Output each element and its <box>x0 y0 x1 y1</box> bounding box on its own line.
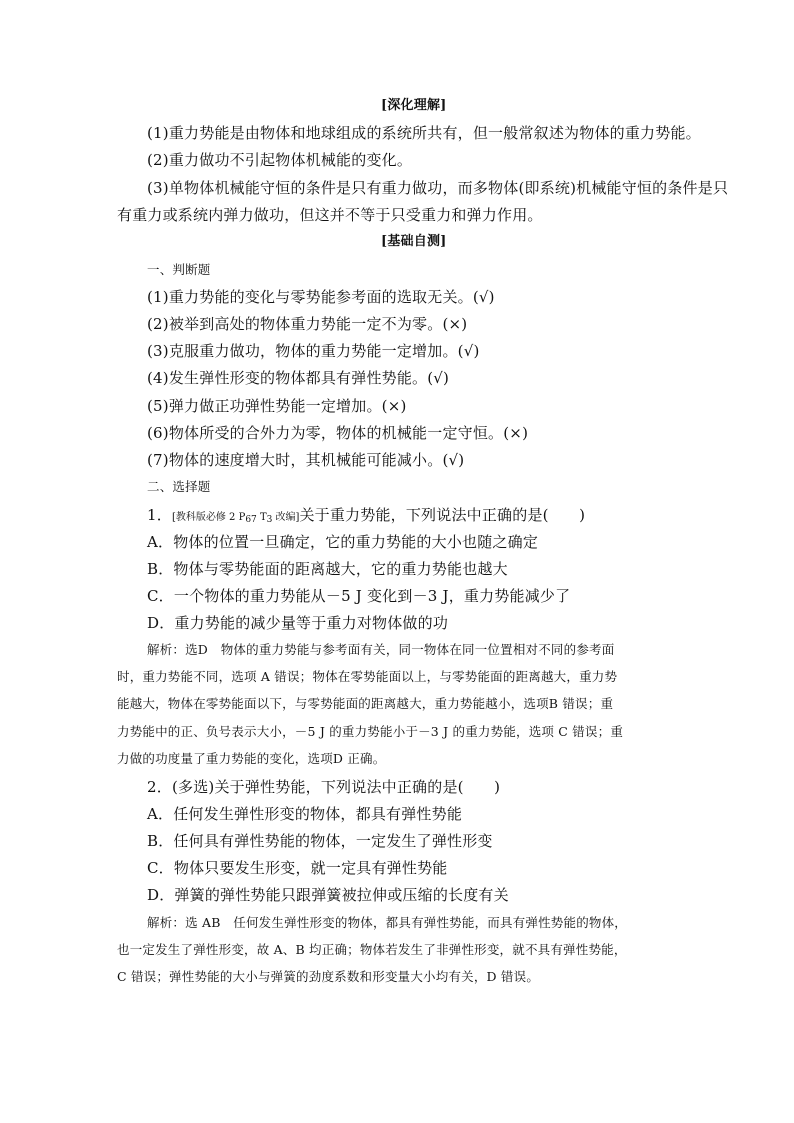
source-ref-mid: T <box>256 512 267 523</box>
paragraph-2: (2)重力做功不引起物体机械能的变化。 <box>147 151 413 169</box>
question-1-source-reference <box>172 512 300 523</box>
question-1-analysis-line-5: 力做的功度量了重力势能的变化，选项D 正确。 <box>117 751 386 766</box>
question-2-option-d: D．弹簧的弹性势能只跟弹簧被拉伸或压缩的长度有关 <box>147 886 509 904</box>
question-2-option-b: B．任何具有弹性势能的物体，一定发生了弹性形变 <box>147 832 493 850</box>
question-1-analysis-line-3: 能越大，物体在零势能面以下，与零势能面的距离越大，重力势能越小，选项B 错误；重 <box>117 696 614 711</box>
source-ref-suffix: 改编] <box>272 512 300 523</box>
judge-item-2: (2)被举到高处的物体重力势能一定不为零。(×) <box>147 315 468 333</box>
section-title-deep-understanding: [深化理解] <box>381 98 447 113</box>
question-2-option-a: A．任何发生弹性形变的物体，都具有弹性势能 <box>147 805 463 823</box>
question-1-analysis-line-2: 时，重力势能不同，选项 A 错误；物体在零势能面以上，与零势能面的距离越大，重力势 <box>117 669 618 684</box>
question-1-option-b: B．物体与零势能面的距离越大，它的重力势能也越大 <box>147 560 508 578</box>
question-1-stem-line <box>147 505 585 530</box>
section-title-basic-self-test: [基础自测] <box>381 234 447 249</box>
question-2-stem: 2．(多选)关于弹性势能，下列说法中正确的是( ) <box>147 778 501 796</box>
judge-item-5: (5)弹力做正功弹性势能一定增加。(×) <box>147 397 407 415</box>
judge-item-3: (3)克服重力做功，物体的重力势能一定增加。(√) <box>147 342 480 360</box>
question-1-option-a: A．物体的位置一旦确定，它的重力势能的大小也随之确定 <box>147 533 539 551</box>
question-1-number: 1． <box>147 506 172 524</box>
question-1-analysis-line-1: 解析：选D 物体的重力势能与参考面有关，同一物体在同一位置相对不同的参考面 <box>147 642 615 657</box>
question-2-option-c: C．物体只要发生形变，就一定具有弹性势能 <box>147 859 448 877</box>
paragraph-3-line-1: (3)单物体机械能守恒的条件是只有重力做功，而多物体(即系统)机械能守恒的条件是只 <box>147 179 729 197</box>
choice-heading: 二、选择题 <box>147 479 211 494</box>
question-1-analysis-line-4: 力势能中的正、负号表示大小，－5 J 的重力势能小于－3 J 的重力势能，选项 C 错误；重 <box>117 724 624 739</box>
paragraph-3-line-2: 有重力或系统内弹力做功，但这并不等于只受重力和弹力作用。 <box>117 206 543 224</box>
question-2-analysis-line-1: 解析：选 AB 任何发生弹性形变的物体，都具有弹性势能，而具有弹性势能的物体， <box>147 915 627 930</box>
source-ref-prefix: [教科版必修 2 P <box>171 512 246 523</box>
question-1-stem: 关于重力势能，下列说法中正确的是( ) <box>299 506 586 524</box>
judge-item-7: (7)物体的速度增大时，其机械能可能减小。(√) <box>147 451 465 469</box>
paragraph-1: (1)重力势能是由物体和地球组成的系统所共有，但一般常叙述为物体的重力势能。 <box>147 124 701 142</box>
question-2-analysis-line-2: 也一定发生了弹性形变，故 A、B 均正确；物体若发生了非弹性形变，就不具有弹性势能， <box>117 942 627 957</box>
question-1-option-d: D．重力势能的减少量等于重力对物体做的功 <box>147 614 449 632</box>
judge-item-4: (4)发生弹性形变的物体都具有弹性势能。(√) <box>147 369 450 387</box>
judge-heading: 一、判断题 <box>147 262 211 277</box>
question-2-analysis-line-3: C 错误；弹性势能的大小与弹簧的劲度系数和形变量大小均有关，D 错误。 <box>117 969 540 984</box>
source-ref-item: 3 <box>266 515 273 525</box>
judge-item-1: (1)重力势能的变化与零势能参考面的选取无关。(√) <box>147 288 495 306</box>
judge-item-6: (6)物体所受的合外力为零，物体的机械能一定守恒。(×) <box>147 424 529 442</box>
question-1-option-c: C．一个物体的重力势能从－5 J 变化到－3 J，重力势能减少了 <box>147 587 571 605</box>
source-ref-page: 67 <box>245 515 257 525</box>
